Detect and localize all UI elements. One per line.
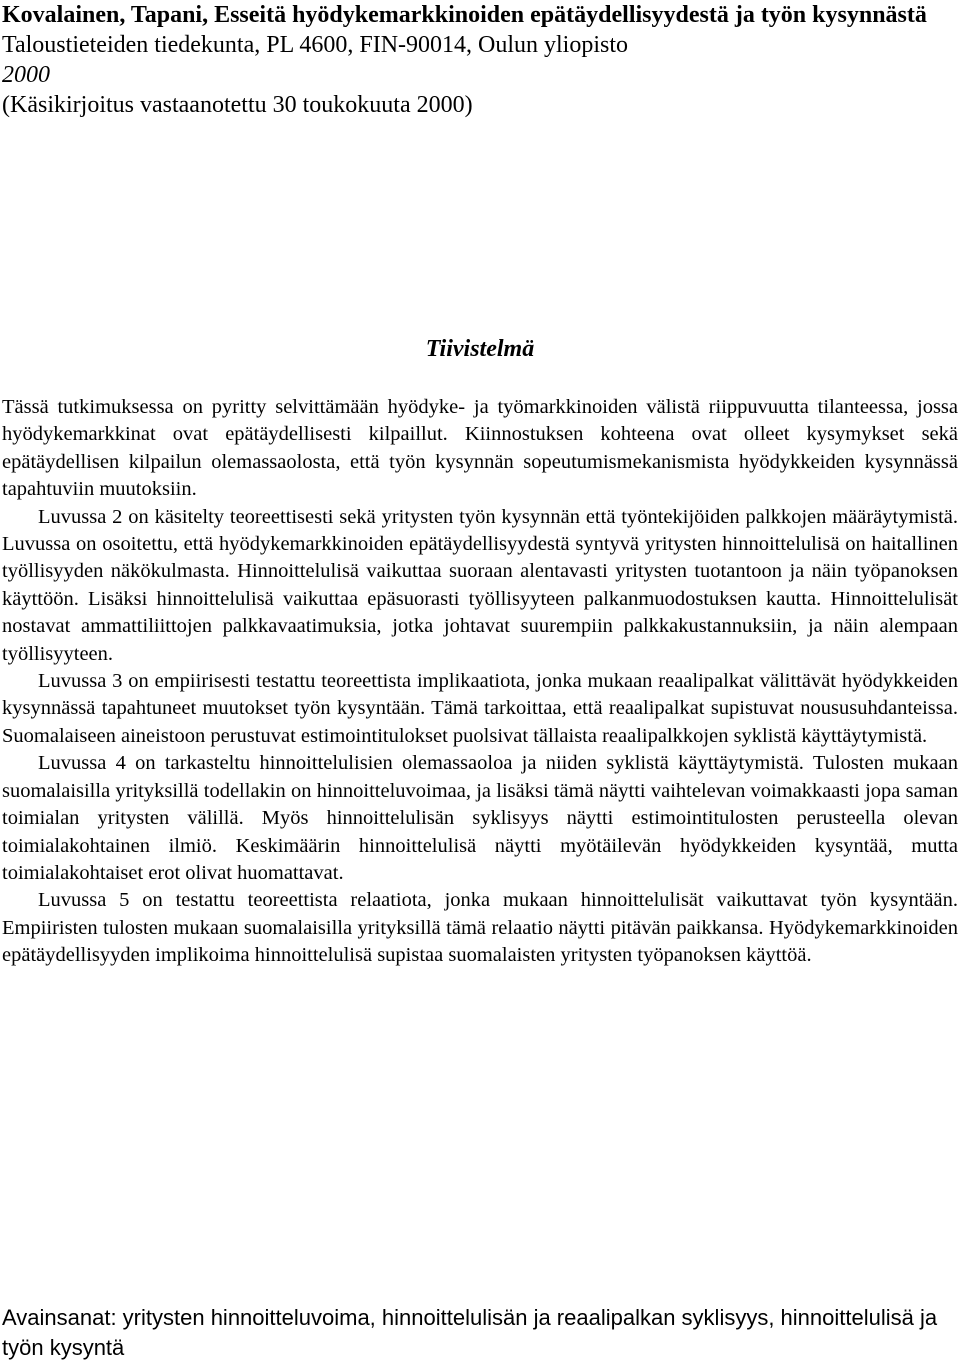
abstract-body bbox=[2, 394, 958, 970]
abstract-paragraph-4: Luvussa 4 on tarkasteltu hinnoittelulisien olemassaoloa ja niiden syklistä käyttäytymistä. Tulosten mukaan suomalaisilla yrityksillä todellakin on hinnoitteluvoimaa, ja lisäksi tämä näytti vaihtelevan voimakkaasti jopa saman toimialan yritysten välillä. Myös hinnoittelulisän syklisyys näytti estimointitulosten perusteella olevan toimialakohtainen ilmiö. Keskimäärin hinnoittelulisä näytti myötäilevän hyödykkeiden kysyntää, mutta toimialakohtaiset erot olivat huomattavat. bbox=[2, 752, 958, 884]
abstract-paragraph-3: Luvussa 3 on empiirisesti testattu teoreettista implikaatiota, jonka mukaan reaalipalkat välittävät hyödykkeiden kysynnässä tapahtuneet muutokset työn kysyntään. Tämä tarkoittaa, että reaalipalkat supistuvat noususuhdanteissa. Suomalaiseen aineistoon perustuvat estimointitulokset puolsivat tällaista reaalipalkkojen syklistä käyttäytymistä. bbox=[2, 670, 958, 747]
keywords: Avainsanat: yritysten hinnoitteluvoima, hinnoittelulisän ja reaalipalkan syklisyys, hinnoittelulisä ja työn kysyntä bbox=[2, 1305, 938, 1360]
abstract-paragraph-2: Luvussa 2 on käsitelty teoreettisesti sekä yritysten työn kysynnän että työntekijöiden palkkojen määräytymistä. Luvussa on osoitettu, että hyödykemarkkinoiden epätäydellisyydestä syntyvä yritysten hinnoittelulisä on haitallinen työllisyyden näkökulmasta. Hinnoittelulisä vaikuttaa suoraan alentavasti yritysten tuotantoon ja näin työpanoksen käyttöön. Lisäksi hinnoittelulisä vaikuttaa epäsuorasti työllisyyteen palkanmuodostuksen kautta. Hinnoittelulisät nostavat ammattiliittojen palkkavaatimuksia, jotka johtavat suurempiin palkkakustannuksiin, ja näin alempaan työllisyyteen. bbox=[2, 505, 958, 665]
abstract-paragraph-1: Tässä tutkimuksessa on pyritty selvittämään hyödyke- ja työmarkkinoiden välistä riippuvuutta tilanteessa, jossa hyödykemarkkinat ovat epätäydellisesti kilpaillut. Kiinnostuksen kohteena ovat olleet kysymykset sekä epätäydellisen kilpailun olemassaolosta, että työn kysynnän sopeutumismekanismista hyödykkeiden kysynnässä tapahtuviin muutoksiin. bbox=[2, 396, 958, 501]
abstract-paragraph-5: Luvussa 5 on testattu teoreettista relaatiota, jonka mukaan hinnoittelulisät vaikuttavat työn kysyntään. Empiiristen tulosten mukaan suomalaisilla yrityksillä tämä relaatio näytti pitävän paikkansa. Hyödykemarkkinoiden epätäydellisyyden implikoima hinnoittelulisä supistaa suomalaisten yritysten työpanoksen käyttöä. bbox=[2, 889, 958, 967]
publication-year: 2000 bbox=[2, 62, 50, 88]
abstract-heading: Tiivistelmä bbox=[425, 336, 535, 362]
document-header bbox=[2, 0, 952, 120]
document-title: Kovalainen, Tapani, Esseitä hyödykemarkkinoiden epätäydellisyydestä ja työn kysynnästä bbox=[2, 2, 927, 28]
author-affiliation: Taloustieteiden tiedekunta, PL 4600, FIN-90014, Oulun yliopisto bbox=[2, 32, 629, 58]
manuscript-received-note: (Käsikirjoitus vastaanotettu 30 toukokuuta 2000) bbox=[2, 92, 473, 118]
